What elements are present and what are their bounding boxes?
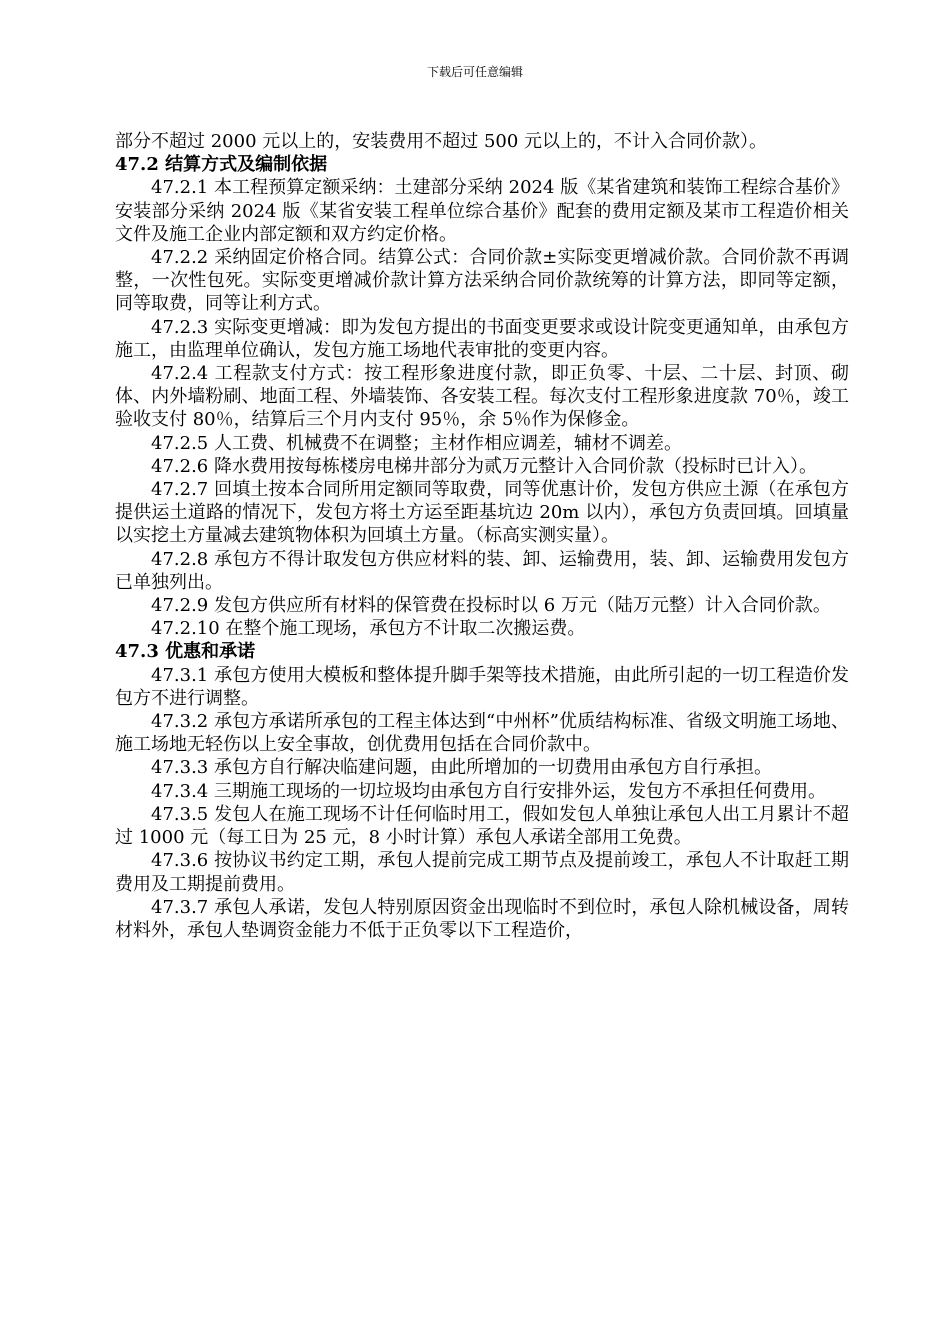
paragraph-47-2-2: 47.2.2 采纳固定价格合同。结算公式：合同价款±实际变更增减价款。合同价款不再调整，一次性包死。实际变更增减价款计算方法采纳合同价款统筹的计算方法，即同等定额，同等取费，同等让利方式。 bbox=[115, 247, 849, 315]
header-text: 下载后可任意编辑 bbox=[426, 65, 523, 79]
paragraph-47-3-5: 47.3.5 发包人在施工现场不计任何临时用工，假如发包人单独让承包人出工月累计不超过 1000 元（每工日为 25 元，8 小时计算）承包人承诺全部用工免费。 bbox=[115, 803, 849, 849]
paragraph-47-2-10: 47.2.10 在整个施工现场，承包方不计取二次搬运费。 bbox=[151, 618, 586, 640]
paragraph-47-2-7: 47.2.7 回填土按本合同所用定额同等取费，同等优惠计价，发包方供应土源（在承包方提供运土道路的情况下，发包方将土方运至距基坑边 20m 以内），承包方负责回填。回填量以实挖土方量减去建筑物体积为回填土方量。（标高实测实量）。 bbox=[115, 479, 849, 547]
paragraph-47-3-3: 47.3.3 承包方自行解决临建问题，由此所增加的一切费用由承包方自行承担。 bbox=[151, 757, 772, 779]
paragraph-47-3-6: 47.3.6 按协议书约定工期，承包人提前完成工期节点及提前竣工，承包人不计取赶工期费用及工期提前费用。 bbox=[115, 850, 849, 895]
paragraph-47-2-8: 47.2.8 承包方不得计取发包方供应材料的装、卸、运输费用，装、卸、运输费用发包方已单独列出。 bbox=[115, 548, 849, 593]
paragraph-47-2-5: 47.2.5 人工费、机械费不在调整；主材作相应调差，辅材不调差。 bbox=[151, 432, 682, 454]
paragraph-47-2-3: 47.2.3 实际变更增减：即为发包方提出的书面变更要求或设计院变更通知单，由承包方施工，由监理单位确认，发包方施工场地代表审批的变更内容。 bbox=[115, 316, 849, 361]
paragraph-47-3-7: 47.3.7 承包人承诺，发包人特别原因资金出现临时不到位时，承包人除机械设备，周转材料外，承包人垫调资金能力不低于正负零以下工程造价， bbox=[115, 896, 849, 941]
paragraph-47-3-2: 47.3.2 承包方承诺所承包的工程主体达到“中州杯”优质结构标准、省级文明施工场地、施工场地无轻伤以上安全事故，创优费用包括在合同价款中。 bbox=[115, 711, 849, 756]
paragraph-47-3-4: 47.3.4 三期施工现场的一切垃圾均由承包方自行安排外运，发包方不承担任何费用。 bbox=[151, 780, 826, 802]
section-heading-47-3: 47.3 优惠和承诺 bbox=[115, 641, 256, 663]
paragraph-47-3-1: 47.3.1 承包方使用大模板和整体提升脚手架等技术措施，由此所引起的一切工程造价发包方不进行调整。 bbox=[115, 664, 849, 709]
paragraph-47-2-4: 47.2.4 工程款支付方式：按工程形象进度付款，即正负零、十层、二十层、封顶、砌体、内外墙粉刷、地面工程、外墙装饰、各安装工程。每次支付工程形象进度款 70％，竣工验收支付 80％，结算后三个月内支付 95％，余 5％作为保修金。 bbox=[115, 363, 849, 431]
paragraph-47-2-1: 47.2.1 本工程预算定额采纳：土建部分采纳 2024 版《某省建筑和装饰工程综合基价》安装部分采纳 2024 版《某省安装工程单位综合基价》配套的费用定额及某市工程造价相关文件及施工企业内部定额和双方约定价格。 bbox=[115, 177, 849, 245]
section-heading-47-2: 47.2 结算方式及编制依据 bbox=[115, 154, 328, 176]
paragraph-47-2-6: 47.2.6 降水费用按每栋楼房电梯井部分为贰万元整计入合同价款（投标时已计入）。 bbox=[151, 455, 817, 477]
document-body bbox=[115, 130, 849, 942]
page-header bbox=[0, 64, 950, 80]
paragraph-continuation: 部分不超过 2000 元以上的，安装费用不超过 500 元以上的，不计入合同价款）。 bbox=[115, 131, 768, 152]
paragraph-47-2-9: 47.2.9 发包方供应所有材料的保管费在投标时以 6 万元（陆万元整）计入合同价款。 bbox=[151, 595, 831, 617]
